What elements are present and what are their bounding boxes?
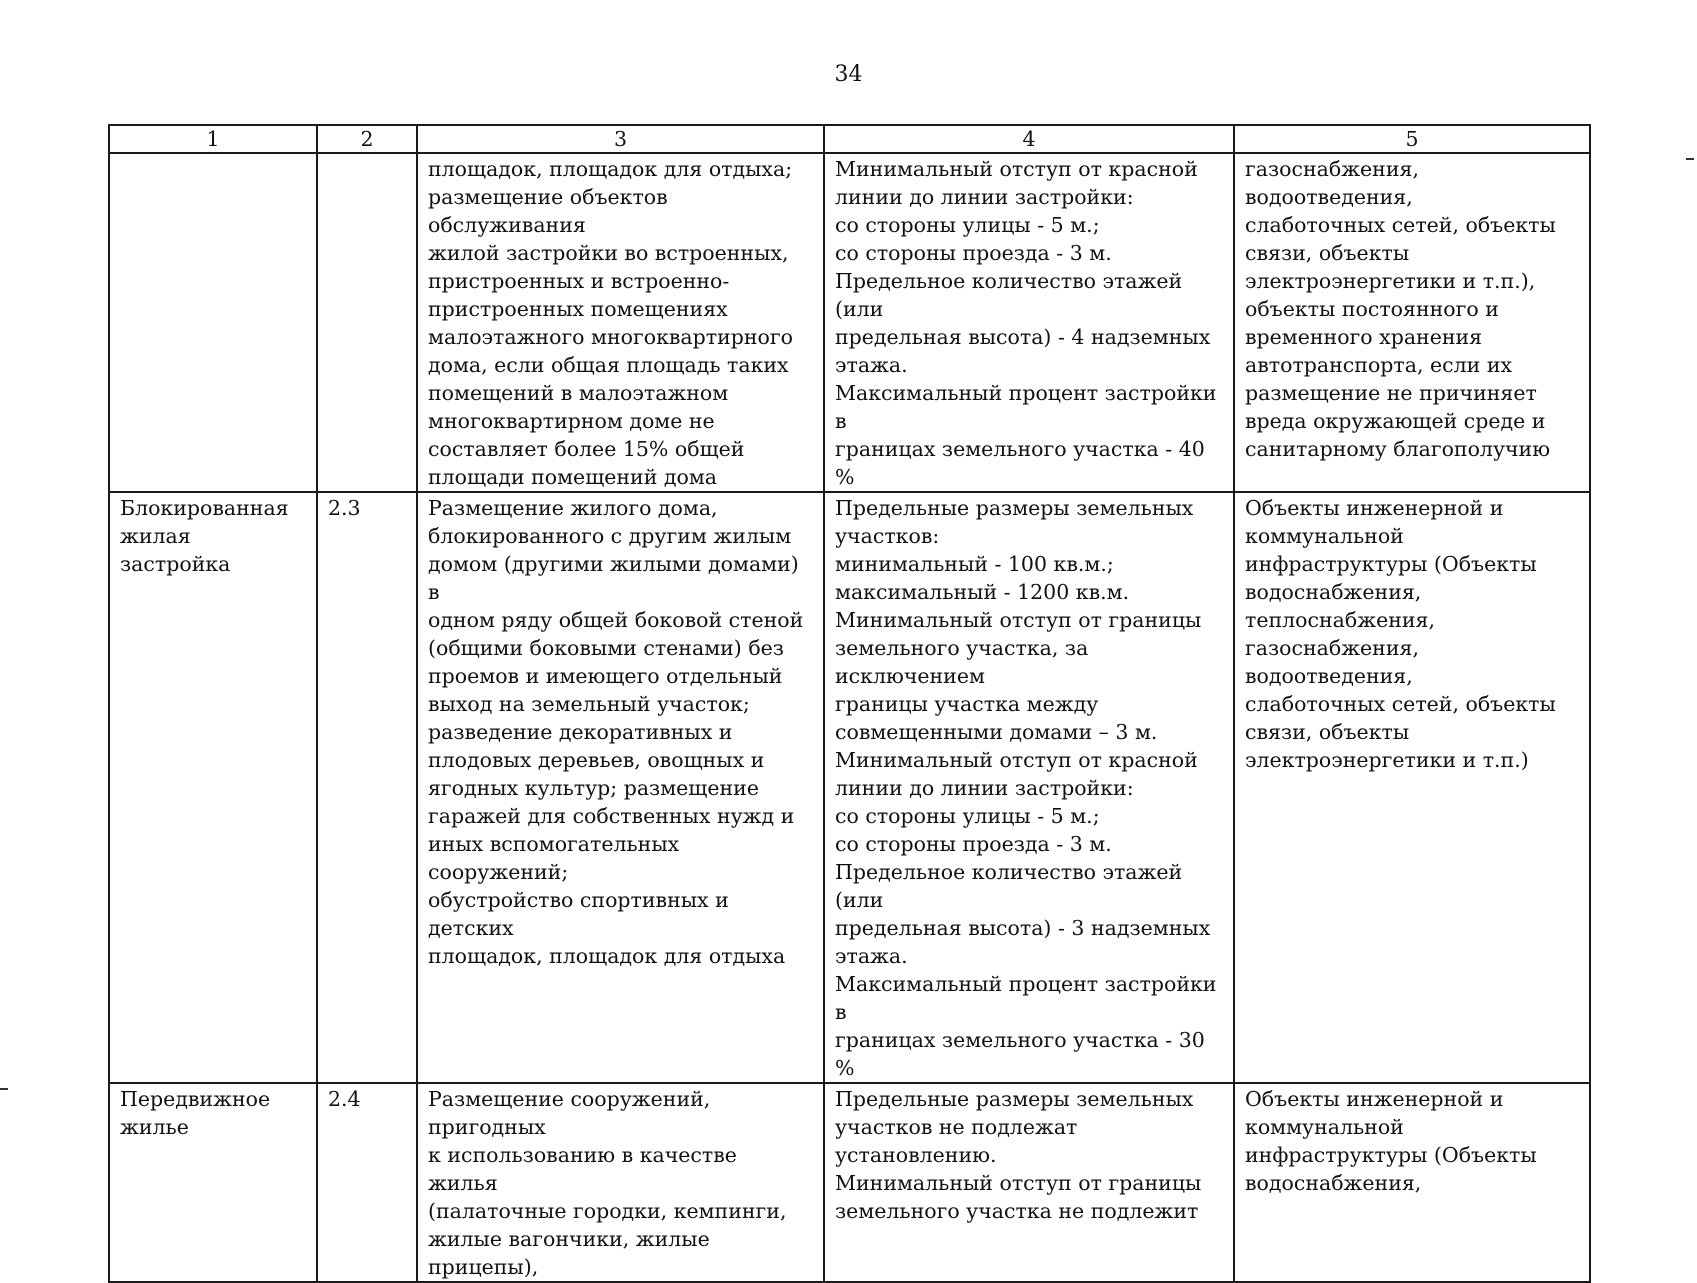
- land-use-name-cell: Блокированная жилая застройка: [109, 492, 317, 1083]
- auxiliary-uses-cell: газоснабжения, водоотведения, слаботочных сетей, объекты связи, объекты электроэнергетики и т.п.), объекты постоянного и временного хранения автотранспорта, если их размещение не причиняет вреда окружающей среде и санитарному благополучию: [1234, 153, 1590, 492]
- page-number: 34: [834, 62, 863, 87]
- land-use-name-cell: Передвижное жилье: [109, 1083, 317, 1282]
- table-row: [109, 1083, 1590, 1282]
- table-row: [109, 153, 1590, 492]
- use-description-cell: Размещение сооружений, пригодных к использованию в качестве жилья (палаточные городки, кемпинги, жилые вагончики, жилые прицепы),: [417, 1083, 824, 1282]
- header-cell-1: 1: [109, 125, 317, 153]
- table-header-row: [109, 125, 1590, 153]
- limit-parameters-cell: Минимальный отступ от красной линии до линии застройки: со стороны улицы - 5 м.; со стороны проезда - 3 м. Предельное количество этажей (или предельная высота) - 4 надземных этажа. Максимальный процент застройки в границах земельного участка - 40 %: [824, 153, 1234, 492]
- land-use-name-cell: [109, 153, 317, 492]
- auxiliary-uses-cell: Объекты инженерной и коммунальной инфраструктуры (Объекты водоснабжения,: [1234, 1083, 1590, 1282]
- limit-parameters-cell: Предельные размеры земельных участков: минимальный - 100 кв.м.; максимальный - 1200 кв.м. Минимальный отступ от границы земельного участка, за исключением границы участка между совмещенными домами – 3 м. Минимальный отступ от красной линии до линии застройки: со стороны улицы - 5 м.; со стороны проезда - 3 м. Предельное количество этажей (или предельная высота) - 3 надземных этажа. Максимальный процент застройки в границах земельного участка - 30 %: [824, 492, 1234, 1083]
- land-use-code-cell: 2.3: [317, 492, 417, 1083]
- use-description-cell: площадок, площадок для отдыха; размещение объектов обслуживания жилой застройки во встроенных, пристроенных и встроенно- пристроенных помещениях малоэтажного многоквартирного дома, если общая площадь таких помещений в малоэтажном многоквартирном доме не составляет более 15% общей площади помещений дома: [417, 153, 824, 492]
- use-description-cell: Размещение жилого дома, блокированного с другим жилым домом (другими жилыми домами) в одном ряду общей боковой стеной (общими боковыми стенами) без проемов и имеющего отдельный выход на земельный участок; разведение декоративных и плодовых деревьев, овощных и ягодных культур; размещение гаражей для собственных нужд и иных вспомогательных сооружений; обустройство спортивных и детских площадок, площадок для отдыха: [417, 492, 824, 1083]
- auxiliary-uses-cell: Объекты инженерной и коммунальной инфраструктуры (Объекты водоснабжения, теплоснабжения, газоснабжения, водоотведения, слаботочных сетей, объекты связи, объекты электроэнергетики и т.п.): [1234, 492, 1590, 1083]
- header-cell-5: 5: [1234, 125, 1590, 153]
- limit-parameters-cell: Предельные размеры земельных участков не подлежат установлению. Минимальный отступ от границы земельного участка не подлежит: [824, 1083, 1234, 1282]
- zoning-regulations-table: [108, 124, 1591, 1283]
- land-use-code-cell: [317, 153, 417, 492]
- header-cell-4: 4: [824, 125, 1234, 153]
- scan-edge-mark: [1686, 158, 1694, 160]
- land-use-code-cell: 2.4: [317, 1083, 417, 1282]
- header-cell-2: 2: [317, 125, 417, 153]
- table-row: [109, 492, 1590, 1083]
- header-cell-3: 3: [417, 125, 824, 153]
- scan-edge-mark: [0, 1088, 8, 1090]
